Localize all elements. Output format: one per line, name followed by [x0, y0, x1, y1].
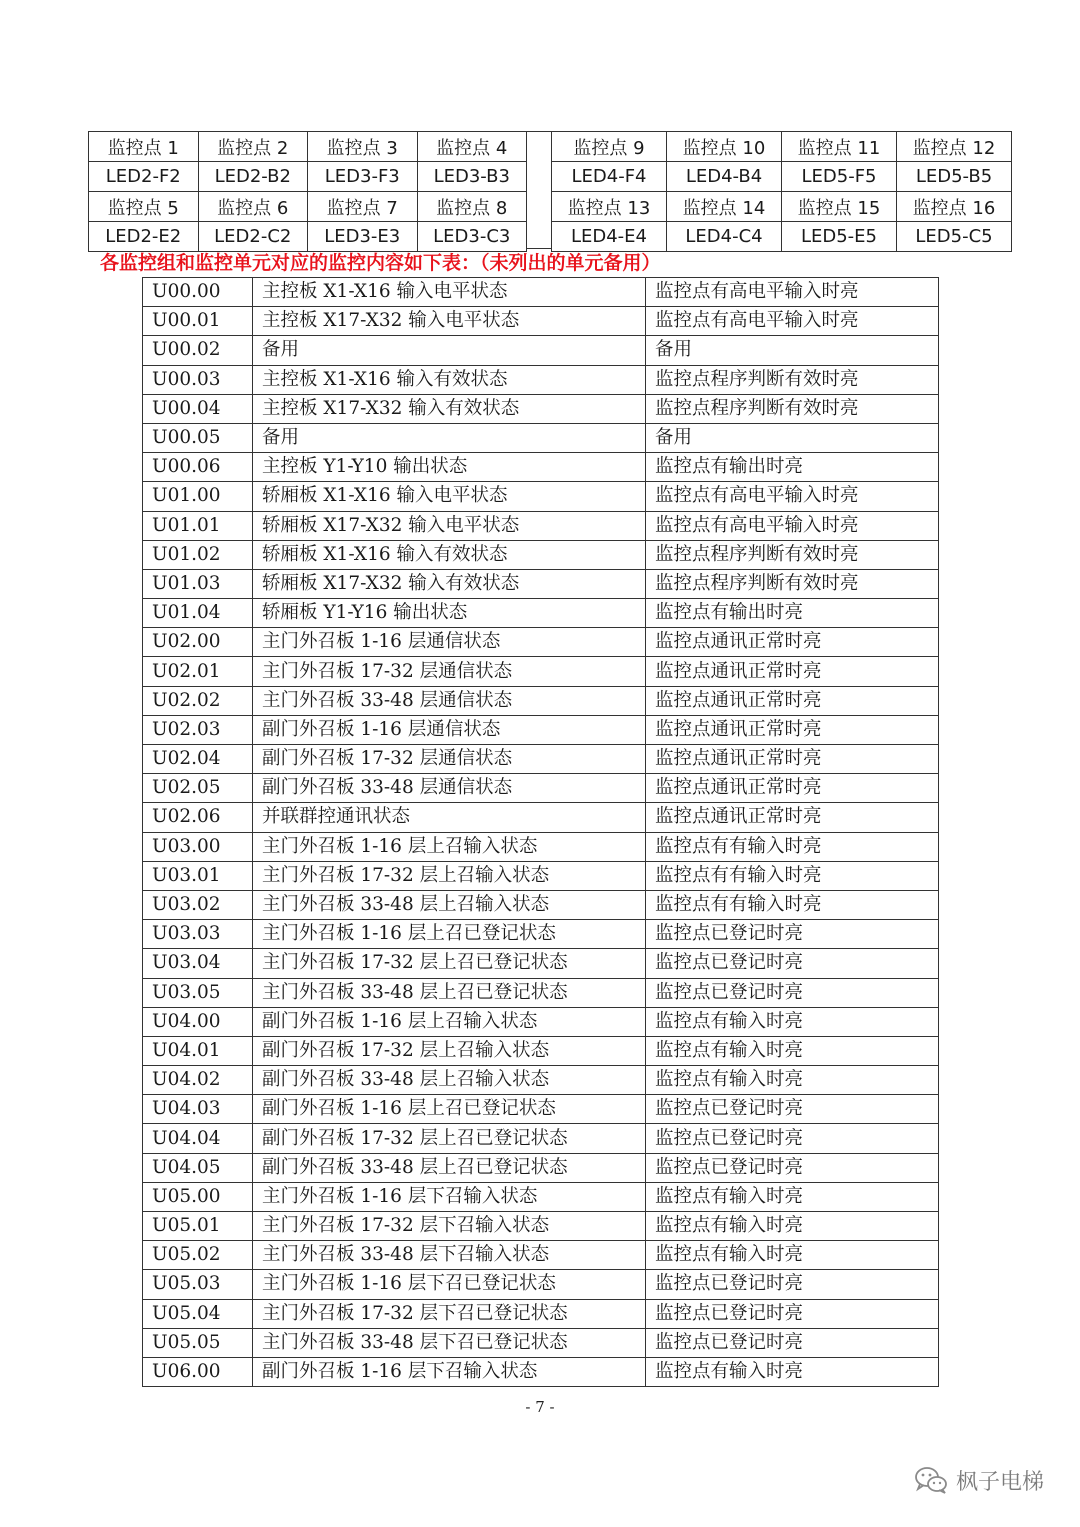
indicator-meaning-cell: 监控点程序判断有效时亮 [646, 365, 939, 394]
unit-code-cell: U06.00 [143, 1357, 253, 1386]
unit-description-cell: 并联群控通讯状态 [253, 803, 646, 832]
led-segment-label: LED4-E4 [552, 222, 667, 252]
indicator-meaning-cell: 监控点已登记时亮 [646, 1124, 939, 1153]
table-row [143, 861, 939, 890]
indicator-meaning-cell: 监控点通讯正常时亮 [646, 774, 939, 803]
unit-description-cell: 主门外召板 1-16 层下召已登记状态 [253, 1270, 646, 1299]
unit-code-cell: U02.00 [143, 628, 253, 657]
led-segment-label: LED2-C2 [198, 222, 308, 252]
table-row [143, 307, 939, 336]
watermark [914, 1462, 1044, 1498]
table-row [143, 920, 939, 949]
table-row [143, 1299, 939, 1328]
unit-description-cell: 主门外召板 1-16 层下召输入状态 [253, 1182, 646, 1211]
monitor-point-label: 监控点 7 [308, 192, 418, 222]
table-row [143, 569, 939, 598]
led-segment-label: LED3-C3 [417, 222, 527, 252]
monitor-point-label: 监控点 9 [552, 132, 667, 162]
unit-code-cell: U03.03 [143, 920, 253, 949]
table-row [143, 774, 939, 803]
table-row [143, 978, 939, 1007]
table-row [143, 423, 939, 452]
table-row [143, 890, 939, 919]
unit-description-cell: 副门外召板 1-16 层上召已登记状态 [253, 1095, 646, 1124]
led-segment-label: LED4-B4 [667, 162, 782, 192]
page-number: - 7 - [525, 1398, 555, 1416]
led-segment-label: LED2-B2 [198, 162, 308, 192]
indicator-meaning-cell: 监控点已登记时亮 [646, 1095, 939, 1124]
table-row [143, 394, 939, 423]
led-row [89, 222, 527, 252]
monitor-point-label: 监控点 14 [667, 192, 782, 222]
monitor-point-label: 监控点 15 [782, 192, 897, 222]
table-row [143, 1357, 939, 1386]
led-mapping-grid [88, 131, 1012, 249]
table-row [143, 365, 939, 394]
unit-description-cell: 轿厢板 X1-X16 输入有效状态 [253, 540, 646, 569]
unit-description-cell: 主门外召板 1-16 层上召输入状态 [253, 832, 646, 861]
unit-description-cell: 主门外召板 33-48 层上召已登记状态 [253, 978, 646, 1007]
indicator-meaning-cell: 监控点有输出时亮 [646, 453, 939, 482]
indicator-meaning-cell: 监控点通讯正常时亮 [646, 686, 939, 715]
indicator-meaning-cell: 监控点有输入时亮 [646, 1241, 939, 1270]
table-row [143, 686, 939, 715]
unit-description-cell: 主门外召板 33-48 层下召已登记状态 [253, 1328, 646, 1357]
unit-code-cell: U02.04 [143, 745, 253, 774]
indicator-meaning-cell: 监控点有输入时亮 [646, 1066, 939, 1095]
monitor-point-label: 监控点 5 [89, 192, 199, 222]
unit-description-cell: 备用 [253, 423, 646, 452]
unit-code-cell: U05.04 [143, 1299, 253, 1328]
monitor-point-label: 监控点 1 [89, 132, 199, 162]
monitor-point-label: 监控点 16 [897, 192, 1012, 222]
table-row [143, 1066, 939, 1095]
indicator-meaning-cell: 监控点已登记时亮 [646, 949, 939, 978]
unit-description-cell: 主控板 X1-X16 输入有效状态 [253, 365, 646, 394]
unit-code-cell: U00.06 [143, 453, 253, 482]
unit-description-cell: 主控板 X17-X32 输入电平状态 [253, 307, 646, 336]
table-row [143, 1270, 939, 1299]
led-segment-label: LED4-C4 [667, 222, 782, 252]
unit-code-cell: U02.01 [143, 657, 253, 686]
table-row [143, 745, 939, 774]
led-segment-label: LED4-F4 [552, 162, 667, 192]
unit-code-cell: U00.00 [143, 278, 253, 307]
led-row [552, 192, 1012, 222]
unit-code-cell: U01.04 [143, 599, 253, 628]
unit-description-cell: 主控板 Y1-Y10 输出状态 [253, 453, 646, 482]
unit-code-cell: U04.01 [143, 1036, 253, 1065]
unit-description-cell: 轿厢板 X1-X16 输入电平状态 [253, 482, 646, 511]
unit-code-cell: U01.00 [143, 482, 253, 511]
table-row [143, 511, 939, 540]
unit-code-cell: U04.04 [143, 1124, 253, 1153]
indicator-meaning-cell: 备用 [646, 336, 939, 365]
indicator-meaning-cell: 监控点有高电平输入时亮 [646, 511, 939, 540]
unit-description-cell: 副门外召板 1-16 层通信状态 [253, 715, 646, 744]
monitor-point-label: 监控点 8 [417, 192, 527, 222]
unit-description-cell: 主门外召板 1-16 层上召已登记状态 [253, 920, 646, 949]
unit-code-cell: U02.05 [143, 774, 253, 803]
table-row [143, 336, 939, 365]
indicator-meaning-cell: 监控点有高电平输入时亮 [646, 307, 939, 336]
unit-code-cell: U02.06 [143, 803, 253, 832]
unit-code-cell: U01.03 [143, 569, 253, 598]
unit-code-cell: U04.02 [143, 1066, 253, 1095]
indicator-meaning-cell: 监控点有输出时亮 [646, 599, 939, 628]
led-segment-label: LED5-B5 [897, 162, 1012, 192]
unit-code-cell: U01.02 [143, 540, 253, 569]
indicator-meaning-cell: 监控点通讯正常时亮 [646, 628, 939, 657]
unit-description-cell: 主控板 X17-X32 输入有效状态 [253, 394, 646, 423]
led-table-gap [527, 131, 551, 249]
indicator-meaning-cell: 监控点已登记时亮 [646, 1328, 939, 1357]
unit-description-cell: 轿厢板 X17-X32 输入有效状态 [253, 569, 646, 598]
wechat-icon [914, 1465, 948, 1495]
indicator-meaning-cell: 监控点有高电平输入时亮 [646, 278, 939, 307]
unit-code-cell: U03.04 [143, 949, 253, 978]
indicator-meaning-cell: 监控点程序判断有效时亮 [646, 540, 939, 569]
unit-code-cell: U03.02 [143, 890, 253, 919]
led-table-left [88, 131, 527, 252]
unit-code-cell: U00.03 [143, 365, 253, 394]
indicator-meaning-cell: 监控点有有输入时亮 [646, 861, 939, 890]
table-row [143, 1036, 939, 1065]
table-row [143, 1124, 939, 1153]
indicator-meaning-cell: 监控点有有输入时亮 [646, 890, 939, 919]
unit-description-cell: 副门外召板 17-32 层上召已登记状态 [253, 1124, 646, 1153]
unit-code-cell: U00.01 [143, 307, 253, 336]
unit-code-cell: U02.02 [143, 686, 253, 715]
indicator-meaning-cell: 监控点程序判断有效时亮 [646, 394, 939, 423]
unit-description-cell: 主门外召板 17-32 层上召输入状态 [253, 861, 646, 890]
unit-code-cell: U00.05 [143, 423, 253, 452]
unit-description-cell: 主门外召板 17-32 层通信状态 [253, 657, 646, 686]
monitor-point-label: 监控点 11 [782, 132, 897, 162]
unit-description-cell: 副门外召板 1-16 层上召输入状态 [253, 1007, 646, 1036]
led-row [552, 222, 1012, 252]
indicator-meaning-cell: 监控点通讯正常时亮 [646, 715, 939, 744]
indicator-meaning-cell: 监控点已登记时亮 [646, 1270, 939, 1299]
monitor-point-label: 监控点 12 [897, 132, 1012, 162]
monitor-point-label: 监控点 3 [308, 132, 418, 162]
indicator-meaning-cell: 监控点通讯正常时亮 [646, 657, 939, 686]
indicator-meaning-cell: 监控点有输入时亮 [646, 1212, 939, 1241]
led-segment-label: LED2-F2 [89, 162, 199, 192]
led-segment-label: LED3-F3 [308, 162, 418, 192]
unit-description-cell: 副门外召板 33-48 层上召输入状态 [253, 1066, 646, 1095]
table-row [143, 540, 939, 569]
led-segment-label: LED5-F5 [782, 162, 897, 192]
unit-code-cell: U05.01 [143, 1212, 253, 1241]
table-row [143, 803, 939, 832]
unit-description-cell: 主门外召板 33-48 层上召输入状态 [253, 890, 646, 919]
unit-description-cell: 主控板 X1-X16 输入电平状态 [253, 278, 646, 307]
led-segment-label: LED3-E3 [308, 222, 418, 252]
unit-code-cell: U03.05 [143, 978, 253, 1007]
table-row [143, 1182, 939, 1211]
unit-description-cell: 轿厢板 Y1-Y16 输出状态 [253, 599, 646, 628]
indicator-meaning-cell: 监控点已登记时亮 [646, 1299, 939, 1328]
unit-code-cell: U04.05 [143, 1153, 253, 1182]
indicator-meaning-cell: 监控点已登记时亮 [646, 978, 939, 1007]
unit-code-cell: U02.03 [143, 715, 253, 744]
led-table-right [551, 131, 1012, 252]
led-segment-label: LED3-B3 [417, 162, 527, 192]
table-row [143, 453, 939, 482]
unit-description-cell: 副门外召板 17-32 层上召输入状态 [253, 1036, 646, 1065]
led-segment-label: LED2-E2 [89, 222, 199, 252]
unit-description-cell: 主门外召板 17-32 层上召已登记状态 [253, 949, 646, 978]
unit-description-cell: 备用 [253, 336, 646, 365]
table-row [143, 628, 939, 657]
unit-description-cell: 副门外召板 17-32 层通信状态 [253, 745, 646, 774]
unit-description-cell: 主门外召板 1-16 层通信状态 [253, 628, 646, 657]
indicator-meaning-cell: 监控点已登记时亮 [646, 1153, 939, 1182]
indicator-meaning-cell: 监控点已登记时亮 [646, 920, 939, 949]
monitor-point-label: 监控点 10 [667, 132, 782, 162]
monitor-point-label: 监控点 4 [417, 132, 527, 162]
table-row [143, 832, 939, 861]
unit-description-cell: 主门外召板 17-32 层下召已登记状态 [253, 1299, 646, 1328]
unit-description-cell: 副门外召板 33-48 层通信状态 [253, 774, 646, 803]
table-row [143, 1095, 939, 1124]
unit-description-cell: 主门外召板 33-48 层下召输入状态 [253, 1241, 646, 1270]
monitor-table [142, 277, 939, 1387]
table-row [143, 715, 939, 744]
monitor-point-label: 监控点 6 [198, 192, 308, 222]
unit-code-cell: U04.03 [143, 1095, 253, 1124]
table-row [143, 482, 939, 511]
led-row [89, 132, 527, 162]
table-row [143, 1153, 939, 1182]
table-row [143, 949, 939, 978]
unit-description-cell: 主门外召板 33-48 层通信状态 [253, 686, 646, 715]
indicator-meaning-cell: 监控点有有输入时亮 [646, 832, 939, 861]
indicator-meaning-cell: 监控点有输入时亮 [646, 1357, 939, 1386]
led-row [89, 192, 527, 222]
unit-description-cell: 副门外召板 33-48 层上召已登记状态 [253, 1153, 646, 1182]
monitor-point-label: 监控点 2 [198, 132, 308, 162]
led-row [552, 132, 1012, 162]
indicator-meaning-cell: 监控点有高电平输入时亮 [646, 482, 939, 511]
led-row [552, 162, 1012, 192]
unit-code-cell: U05.03 [143, 1270, 253, 1299]
unit-description-cell: 轿厢板 X17-X32 输入电平状态 [253, 511, 646, 540]
unit-code-cell: U03.00 [143, 832, 253, 861]
unit-code-cell: U05.02 [143, 1241, 253, 1270]
led-segment-label: LED5-C5 [897, 222, 1012, 252]
unit-description-cell: 副门外召板 1-16 层下召输入状态 [253, 1357, 646, 1386]
unit-code-cell: U01.01 [143, 511, 253, 540]
unit-code-cell: U05.00 [143, 1182, 253, 1211]
led-segment-label: LED5-E5 [782, 222, 897, 252]
monitor-point-label: 监控点 13 [552, 192, 667, 222]
indicator-meaning-cell: 监控点有输入时亮 [646, 1036, 939, 1065]
unit-code-cell: U05.05 [143, 1328, 253, 1357]
table-row [143, 657, 939, 686]
indicator-meaning-cell: 监控点程序判断有效时亮 [646, 569, 939, 598]
indicator-meaning-cell: 监控点通讯正常时亮 [646, 745, 939, 774]
unit-description-cell: 主门外召板 17-32 层下召输入状态 [253, 1212, 646, 1241]
table-row [143, 599, 939, 628]
indicator-meaning-cell: 备用 [646, 423, 939, 452]
unit-code-cell: U04.00 [143, 1007, 253, 1036]
table-caption: 各监控组和监控单元对应的监控内容如下表：（未列出的单元备用） [100, 252, 661, 274]
table-row [143, 278, 939, 307]
table-row [143, 1007, 939, 1036]
indicator-meaning-cell: 监控点通讯正常时亮 [646, 803, 939, 832]
table-row [143, 1328, 939, 1357]
watermark-text: 枫子电梯 [955, 1469, 1044, 1495]
indicator-meaning-cell: 监控点有输入时亮 [646, 1007, 939, 1036]
unit-code-cell: U00.02 [143, 336, 253, 365]
led-row [89, 162, 527, 192]
unit-code-cell: U00.04 [143, 394, 253, 423]
table-row [143, 1212, 939, 1241]
indicator-meaning-cell: 监控点有输入时亮 [646, 1182, 939, 1211]
table-row [143, 1241, 939, 1270]
unit-code-cell: U03.01 [143, 861, 253, 890]
